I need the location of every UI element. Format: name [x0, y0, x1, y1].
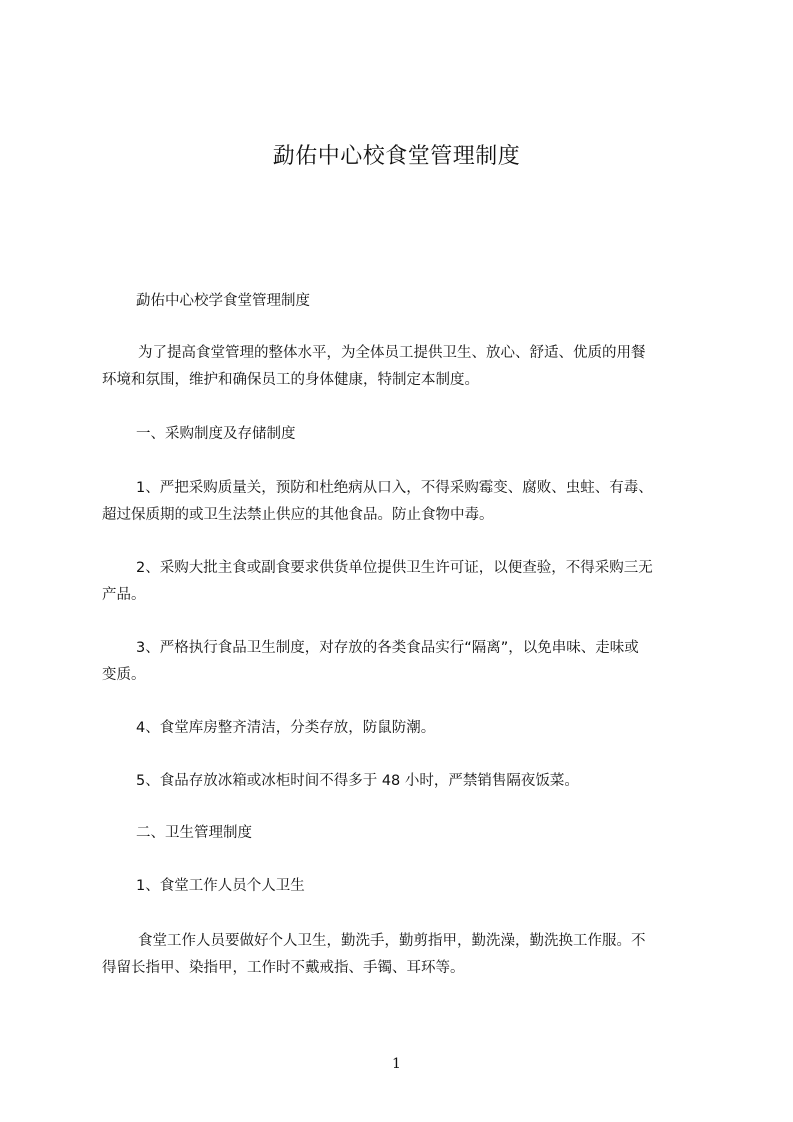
procurement-item-3-line-2: 变质。 — [102, 667, 146, 683]
document-title: 勐佑中心校食堂管理制度 — [272, 144, 521, 169]
procurement-item-2-line-1: 2、采购大批主食或副食要求供货单位提供卫生许可证，以便查验，不得采购三无 — [136, 560, 653, 576]
procurement-item-5: 5、食品存放冰箱或冰柜时间不得多于 48 小时，严禁销售隔夜饭菜。 — [136, 773, 579, 789]
section-heading-procurement: 一、采购制度及存储制度 — [136, 426, 296, 442]
procurement-item-2-line-2: 产品。 — [102, 587, 146, 603]
procurement-item-1-line-1: 1、严把采购质量关，预防和杜绝病从口入，不得采购霉变、腐败、虫蛀、有毒、 — [136, 480, 653, 496]
procurement-item-4: 4、食堂库房整齐清洁，分类存放，防鼠防潮。 — [136, 720, 436, 736]
document-subtitle: 勐佑中心校学食堂管理制度 — [136, 293, 310, 309]
procurement-item-1-line-2: 超过保质期的或卫生法禁止供应的其他食品。防止食物中毒。 — [102, 507, 494, 523]
section-heading-hygiene: 二、卫生管理制度 — [136, 825, 252, 841]
intro-paragraph-line-1: 为了提高食堂管理的整体水平，为全体员工提供卫生、放心、舒适、优质的用餐 — [138, 345, 646, 361]
hygiene-paragraph-line-1: 食堂工作人员要做好个人卫生，勤洗手，勤剪指甲，勤洗澡，勤洗换工作服。不 — [138, 933, 646, 949]
hygiene-subheading-personal: 1、食堂工作人员个人卫生 — [136, 878, 305, 894]
page-number: 1 — [392, 1056, 401, 1072]
hygiene-paragraph-line-2: 得留长指甲、染指甲，工作时不戴戒指、手镯、耳环等。 — [102, 960, 465, 976]
intro-paragraph-line-2: 环境和氛围，维护和确保员工的身体健康，特制定本制度。 — [102, 372, 479, 388]
procurement-item-3-line-1: 3、严格执行食品卫生制度，对存放的各类食品实行“隔离”，以免串味、走味或 — [136, 640, 639, 656]
